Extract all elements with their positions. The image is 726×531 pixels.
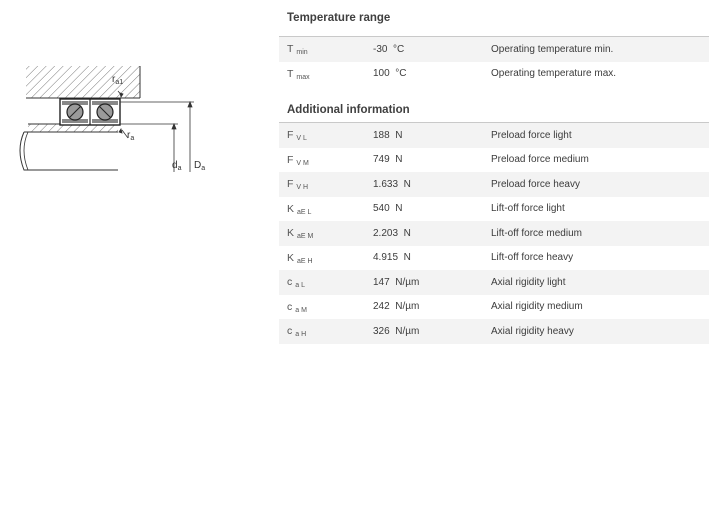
unit: N xyxy=(395,129,403,141)
table-row xyxy=(279,123,709,148)
description-cell: Preload force heavy xyxy=(491,178,580,190)
description-cell: Axial rigidity medium xyxy=(491,301,583,313)
symbol: K xyxy=(287,251,295,264)
value: 326 xyxy=(373,325,390,337)
table-row xyxy=(279,246,709,271)
symbol-subscript: V L xyxy=(296,135,307,143)
value-cell xyxy=(373,228,491,239)
symbol: F xyxy=(287,129,294,142)
symbol-subscript: a L xyxy=(295,282,305,290)
table-row xyxy=(279,37,709,62)
symbol-subscript: min xyxy=(296,49,308,57)
symbol-cell xyxy=(279,129,373,141)
symbol-subscript: max xyxy=(296,73,310,81)
symbol-subscript: V H xyxy=(296,184,309,192)
unit: N xyxy=(395,203,403,215)
symbol: c xyxy=(287,276,293,289)
symbol: F xyxy=(287,153,294,166)
value-cell xyxy=(373,326,491,337)
symbol-subscript: a H xyxy=(295,331,307,339)
value: 1.633 xyxy=(373,178,399,190)
value: -30 xyxy=(373,43,388,55)
table-row xyxy=(279,221,709,246)
value: 4.915 xyxy=(373,252,399,264)
bearing-pair xyxy=(60,99,120,125)
symbol-subscript: aE L xyxy=(297,208,312,216)
value: 188 xyxy=(373,129,390,141)
symbol-subscript: aE M xyxy=(297,233,314,241)
table-row xyxy=(279,62,709,87)
description-cell: Lift-off force medium xyxy=(491,227,582,239)
symbol: c xyxy=(287,325,293,338)
table-row xyxy=(279,148,709,173)
value-cell xyxy=(373,203,491,214)
table-row xyxy=(279,172,709,197)
unit: °C xyxy=(393,43,405,55)
symbol-cell xyxy=(279,154,373,166)
value-cell xyxy=(373,68,491,79)
symbol-cell xyxy=(279,252,373,264)
value: 147 xyxy=(373,276,390,288)
value: 2.203 xyxy=(373,227,399,239)
symbol-subscript: V M xyxy=(296,159,309,167)
additional-information-title: Additional information xyxy=(287,104,410,116)
value-cell xyxy=(373,130,491,141)
symbol-cell xyxy=(279,276,373,288)
label-Da: $D_a$ xyxy=(194,160,206,172)
description-cell: Lift-off force light xyxy=(491,203,565,215)
value: 540 xyxy=(373,203,390,215)
description-cell: Operating temperature max. xyxy=(491,68,617,80)
symbol-cell xyxy=(279,227,373,239)
symbol: F xyxy=(287,178,294,191)
symbol-subscript: aE H xyxy=(297,257,313,265)
value-cell xyxy=(373,252,491,263)
description-cell: Operating temperature min. xyxy=(491,43,614,55)
unit: N xyxy=(403,178,411,190)
symbol-cell xyxy=(279,68,373,80)
symbol: K xyxy=(287,227,295,240)
table-row xyxy=(279,197,709,222)
additional-table xyxy=(279,122,709,344)
symbol-cell xyxy=(279,301,373,313)
symbol-cell xyxy=(279,178,373,190)
value-cell xyxy=(373,277,491,288)
value-cell xyxy=(373,154,491,165)
symbol: T xyxy=(287,67,294,80)
value: 749 xyxy=(373,154,390,166)
table-row xyxy=(279,295,709,320)
value: 100 xyxy=(373,68,390,80)
label-ra: $r_a$ xyxy=(127,130,135,142)
unit: N/µm xyxy=(395,301,420,313)
temperature-range-title: Temperature range xyxy=(287,12,391,24)
label-ra1: $r_{a1}$ xyxy=(112,74,124,86)
unit: N xyxy=(403,252,411,264)
table-row xyxy=(279,319,709,344)
table-row xyxy=(279,270,709,295)
description-cell: Preload force medium xyxy=(491,154,589,166)
value: 242 xyxy=(373,301,390,313)
unit: °C xyxy=(395,68,407,80)
value-cell xyxy=(373,44,491,55)
bearing-mounting-diagram xyxy=(14,64,214,184)
symbol-cell xyxy=(279,203,373,215)
description-cell: Preload force light xyxy=(491,129,572,141)
symbol-cell xyxy=(279,325,373,337)
description-cell: Axial rigidity heavy xyxy=(491,325,574,337)
label-da: $d_a$ xyxy=(172,160,182,172)
unit: N xyxy=(403,227,411,239)
unit: N xyxy=(395,154,403,166)
symbol: K xyxy=(287,202,295,215)
value-cell xyxy=(373,179,491,190)
temperature-table xyxy=(279,36,709,86)
specs-panel xyxy=(279,0,709,344)
symbol-subscript: a M xyxy=(295,306,307,314)
description-cell: Axial rigidity light xyxy=(491,276,566,288)
unit: N/µm xyxy=(395,276,420,288)
symbol: T xyxy=(287,43,294,56)
shaft xyxy=(20,124,118,170)
symbol-cell xyxy=(279,43,373,55)
description-cell: Lift-off force heavy xyxy=(491,252,574,264)
unit: N/µm xyxy=(395,325,420,337)
value-cell xyxy=(373,301,491,312)
symbol: c xyxy=(287,300,293,313)
